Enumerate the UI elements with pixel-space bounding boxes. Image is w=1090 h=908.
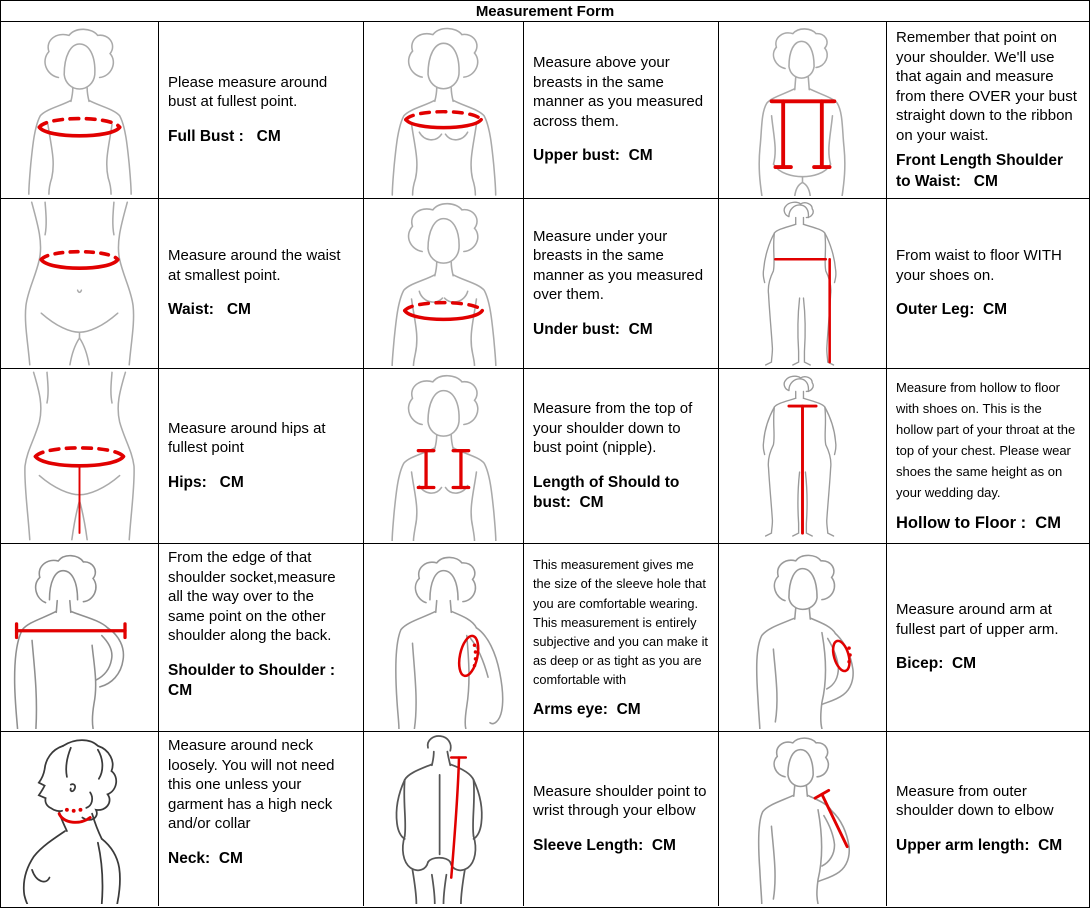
figure-cell-hollow-to-floor <box>719 369 887 544</box>
text-cell-under-bust <box>524 199 719 369</box>
text-cell-sleeve-length <box>524 732 719 906</box>
measurement-label: Hips: CM <box>168 473 244 491</box>
upper-bust-figure <box>366 24 521 196</box>
measurement-label: Under bust: CM <box>533 320 653 338</box>
arms-eye-figure <box>366 546 521 729</box>
bicep-figure <box>721 546 884 729</box>
figure-cell-bicep <box>719 544 887 732</box>
sleeve-length-figure <box>366 734 521 904</box>
measurement-label: Bicep: CM <box>896 655 977 673</box>
measurement-description: Measure under your breasts in the same manner as you measured over them. <box>533 227 708 304</box>
measurement-label: Upper arm length: CM <box>896 836 1063 854</box>
measurement-description: Measure from hollow to floor with shoes on. This is the hollow part of your throat at the top of your chest. Please wear shoes the same height as on your wedding day. <box>896 380 1079 501</box>
measurement-description: Measure from the top of your shoulder down to bust point (nipple). <box>533 400 697 457</box>
figure-cell-arms-eye <box>364 544 524 732</box>
text-cell-neck <box>159 732 364 906</box>
measurement-description: Measure around the waist at smallest point. <box>168 247 345 284</box>
text-cell-shoulder-to-bust <box>524 369 719 544</box>
hollow-to-floor-figure <box>721 371 884 541</box>
measurement-description: Measure from outer shoulder down to elbow <box>896 782 1054 820</box>
figure-cell-full-bust <box>1 22 159 199</box>
outer-leg-figure <box>721 201 884 366</box>
page-title: Measurement Form <box>1 1 1089 22</box>
full-bust-figure <box>3 24 156 196</box>
measurement-label: Front Length Shoulder to Waist: CM <box>896 152 1068 190</box>
front-length-figure <box>721 24 884 196</box>
under-bust-figure <box>366 201 521 366</box>
measurement-description: Measure around hips at fullest point <box>168 419 330 457</box>
figure-cell-outer-leg <box>719 199 887 369</box>
text-cell-outer-leg <box>887 199 1089 369</box>
measurement-description: From waist to floor WITH your shoes on. <box>896 247 1067 284</box>
text-cell-arms-eye <box>524 544 719 732</box>
text-cell-front-length <box>887 22 1089 199</box>
shoulder-to-shoulder-figure <box>3 546 156 729</box>
figure-cell-hips <box>1 369 159 544</box>
figure-cell-sleeve-length <box>364 732 524 906</box>
figure-cell-upper-bust <box>364 22 524 199</box>
text-cell-waist <box>159 199 364 369</box>
figure-cell-neck <box>1 732 159 906</box>
measurement-description: This measurement gives me the size of the sleeve hole that you are comfortable wearing. This measurement is entirely subjective and you can make it as deep or as tight as you are comfortable with <box>533 557 712 688</box>
measurement-description: Remember that point on your shoulder. We'll use that again and measure from there OVER your bust straight down to the ribbon on your waist. <box>896 29 1082 144</box>
measurement-label: Shoulder to Shoulder : CM <box>168 661 340 699</box>
measurement-description: Measure around neck loosely. You will not need this one unless your garment has a high neck and/or collar <box>168 737 339 832</box>
measurement-description: Measure above your breasts in the same manner as you measured across them. <box>533 54 708 130</box>
measurement-label: Upper bust: CM <box>533 147 653 165</box>
measurement-label: Sleeve Length: CM <box>533 836 676 854</box>
measurement-label: Full Bust : CM <box>168 127 281 145</box>
figure-cell-upper-arm-length <box>719 732 887 906</box>
hips-figure <box>3 371 156 541</box>
measurement-label: Hollow to Floor : CM <box>896 514 1061 533</box>
figure-cell-shoulder-to-shoulder <box>1 544 159 732</box>
measurement-label: Arms eye: CM <box>533 700 641 718</box>
shoulder-to-bust-figure <box>366 371 521 541</box>
measurement-label: Neck: CM <box>168 849 243 867</box>
text-cell-upper-arm-length <box>887 732 1089 906</box>
text-cell-full-bust <box>159 22 364 199</box>
figure-cell-under-bust <box>364 199 524 369</box>
text-cell-bicep <box>887 544 1089 732</box>
text-cell-shoulder-to-shoulder <box>159 544 364 732</box>
figure-cell-shoulder-to-bust <box>364 369 524 544</box>
measurement-label: Length of Should to bust: CM <box>533 473 684 511</box>
figure-cell-front-length <box>719 22 887 199</box>
measurement-label: Waist: CM <box>168 301 251 319</box>
measurement-grid <box>1 22 1089 906</box>
measurement-description: Measure around arm at fullest part of upper arm. <box>896 601 1059 638</box>
measurement-description: Measure shoulder point to wrist through your elbow <box>533 782 711 820</box>
figure-cell-waist <box>1 199 159 369</box>
measurement-description: From the edge of that shoulder socket,measure all the way over to the same point on the other shoulder along the back. <box>168 549 340 644</box>
upper-arm-length-figure <box>721 734 884 904</box>
text-cell-hips <box>159 369 364 544</box>
neck-figure <box>3 734 156 904</box>
measurement-description: Please measure around bust at fullest point. <box>168 73 332 111</box>
text-cell-hollow-to-floor <box>887 369 1089 544</box>
measurement-label: Outer Leg: CM <box>896 301 1008 319</box>
waist-figure <box>3 201 156 366</box>
text-cell-upper-bust <box>524 22 719 199</box>
